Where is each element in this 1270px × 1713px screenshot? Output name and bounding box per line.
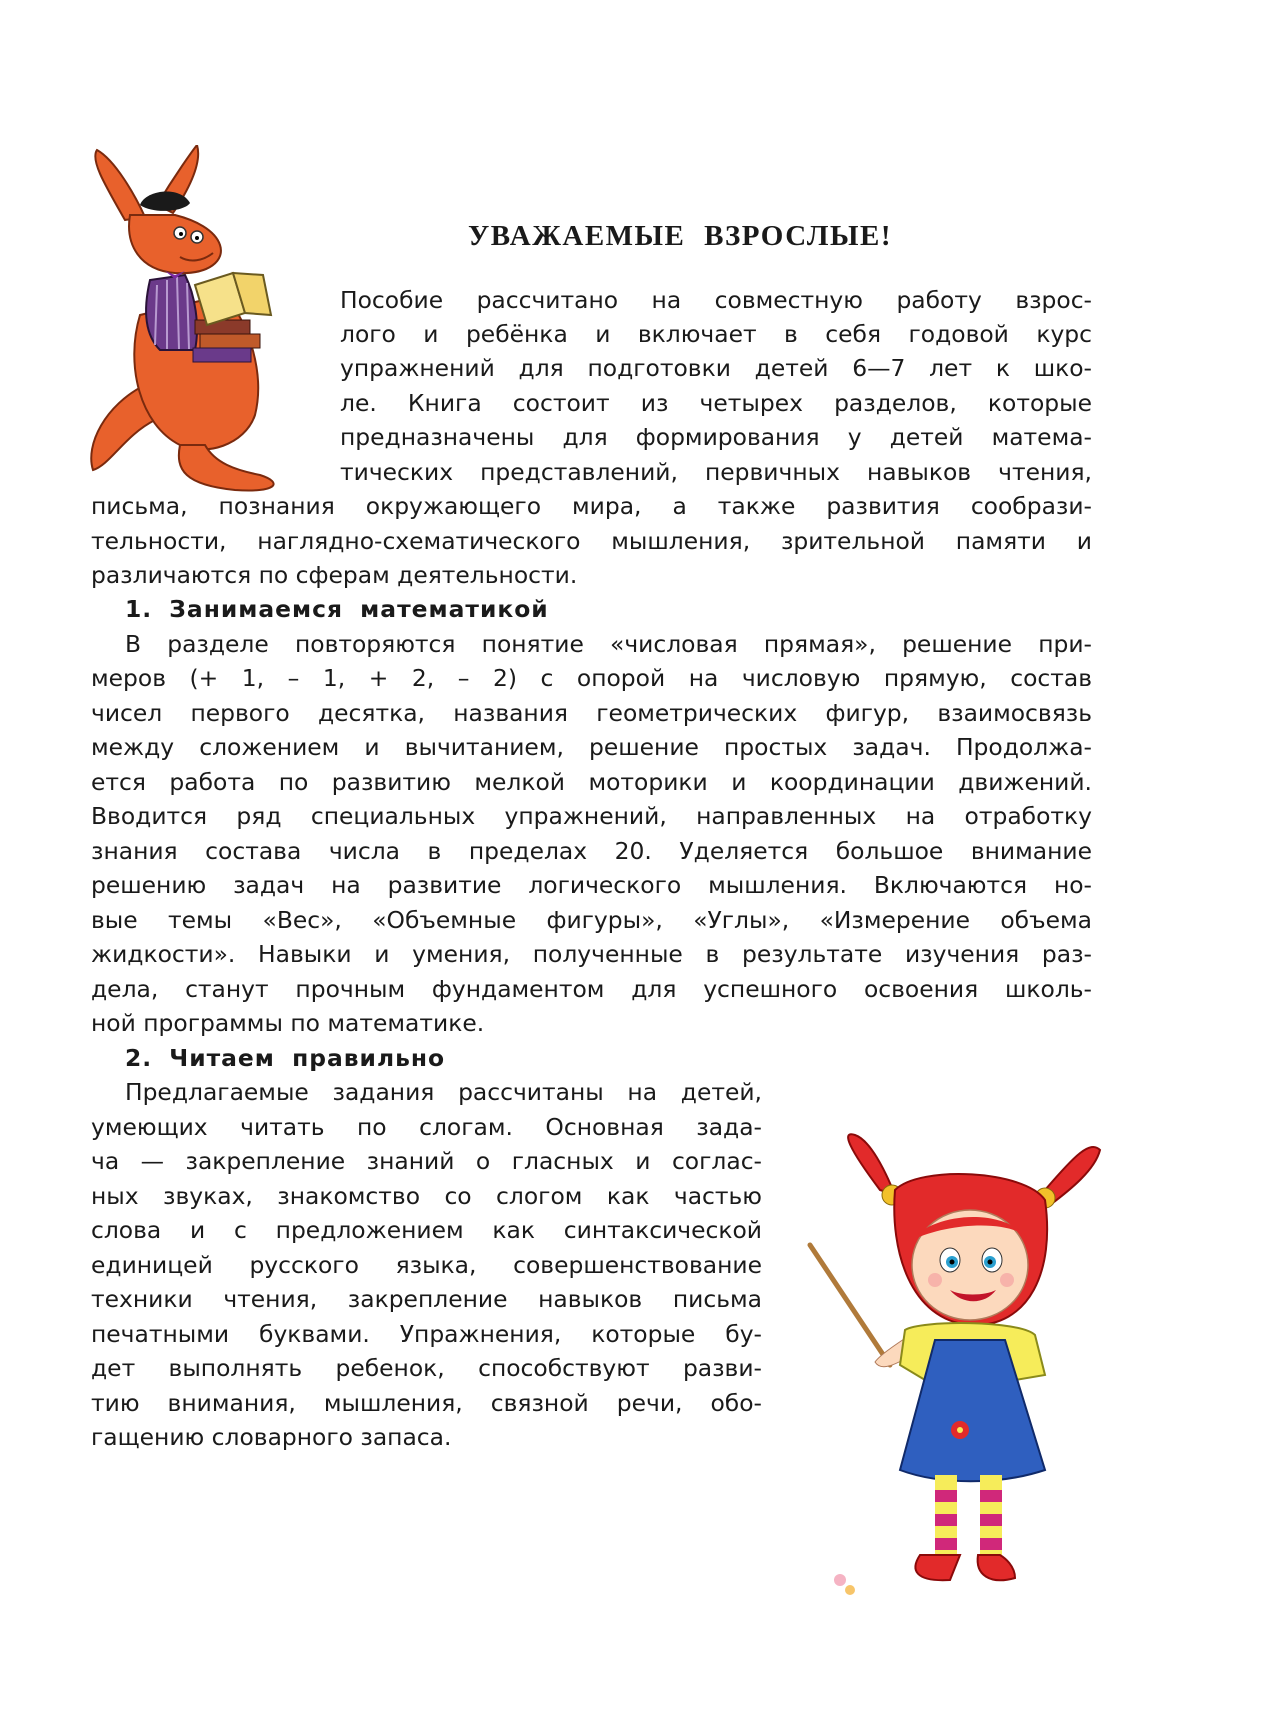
girl-shoes — [915, 1555, 1015, 1580]
text-line: ется работа по развитию мелкой моторики и координации движений. — [91, 768, 1092, 796]
text-line: чисел первого десятка, названия геометрических фигур, взаимосвязь — [91, 699, 1092, 727]
text-line: между сложением и вычитанием, решение простых задач. Продолжа- — [91, 733, 1092, 761]
section-heading-math: 1. Занимаемся математикой — [125, 595, 549, 623]
text-line: тию внимания, мышления, связной речи, обо- — [91, 1389, 762, 1417]
text-line: единицей русского языка, совершенствование — [91, 1251, 762, 1279]
text-line: различаются по сферам деятельности. — [91, 561, 578, 589]
text-line: Пособие рассчитано на совместную работу взрос- — [340, 286, 1092, 314]
girl-head — [894, 1174, 1047, 1325]
flower-icon — [834, 1574, 855, 1595]
text-line: решению задач на развитие логического мышления. Включаются но- — [91, 871, 1092, 899]
text-line: умеющих читать по слогам. Основная зада- — [91, 1113, 762, 1141]
book-stack — [193, 320, 260, 362]
text-line: ной программы по математике. — [91, 1009, 485, 1037]
text-line: дела, станут прочным фундаментом для успешного освоения школь- — [91, 975, 1092, 1003]
text-line: лого и ребёнка и включает в себя годовой курс — [340, 320, 1092, 348]
pointer-stick — [810, 1245, 890, 1365]
text-line: ных звуках, знакомство со слогом как частью — [91, 1182, 762, 1210]
text-line: дет выполнять ребенок, способствуют разви- — [91, 1354, 762, 1382]
text-line: Предлагаемые задания рассчитаны на детей, — [125, 1078, 762, 1106]
girl-legs — [935, 1475, 1002, 1555]
girl-with-pointer-illustration — [800, 1130, 1120, 1610]
text-line: тических представлений, первичных навыков чтения, — [340, 458, 1092, 486]
text-line: письма, познания окружающего мира, а также развития сообрази- — [91, 492, 1092, 520]
text-line: печатными буквами. Упражнения, которые бу- — [91, 1320, 762, 1348]
text-line: техники чтения, закрепление навыков письма — [91, 1285, 762, 1313]
text-line: жидкости». Навыки и умения, полученные в результате изучения раз- — [91, 940, 1092, 968]
text-line: Вводится ряд специальных упражнений, направленных на отработку — [91, 802, 1092, 830]
text-line: слова и с предложением как синтаксической — [91, 1216, 762, 1244]
text-line: ле. Книга состоит из четырех разделов, которые — [340, 389, 1092, 417]
text-line: упражнений для подготовки детей 6—7 лет к шко- — [340, 354, 1092, 382]
open-book — [195, 273, 271, 325]
text-line: вые темы «Вес», «Объемные фигуры», «Углы», «Измерение объема — [91, 906, 1092, 934]
text-line: тельности, наглядно-схематического мышления, зрительной памяти и — [91, 527, 1092, 555]
kangaroo-head — [129, 191, 221, 279]
text-line: гащению словарного запаса. — [91, 1423, 452, 1451]
section-heading-reading: 2. Читаем правильно — [125, 1044, 446, 1072]
text-line: знания состава числа в пределах 20. Уделяется большое внимание — [91, 837, 1092, 865]
text-line: В разделе повторяются понятие «числовая прямая», решение при- — [125, 630, 1092, 658]
page-title: УВАЖАЕМЫЕ ВЗРОСЛЫЕ! — [467, 220, 893, 252]
kangaroo-illustration — [85, 145, 300, 495]
text-line: предназначены для формирования у детей матема- — [340, 423, 1092, 451]
text-line: меров (+ 1, – 1, + 2, – 2) с опорой на числовую прямую, состав — [91, 664, 1092, 692]
kangaroo-ears — [95, 145, 198, 220]
text-line: ча — закрепление знаний о гласных и соглас- — [91, 1147, 762, 1175]
kangaroo-vest — [146, 275, 197, 350]
